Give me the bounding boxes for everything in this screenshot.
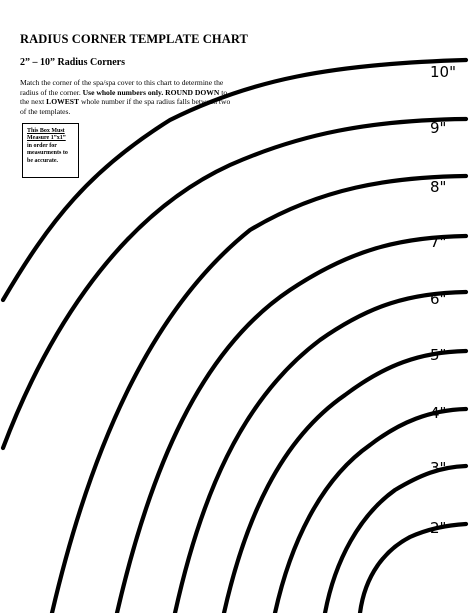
label-8: 8" <box>430 178 447 196</box>
arc-3 <box>325 466 466 613</box>
label-9: 9" <box>430 119 447 137</box>
label-5: 5" <box>430 346 447 364</box>
calibration-line2: Measure 1”x1” <box>27 135 66 142</box>
instructions-bold1: Use whole numbers only. ROUND DOWN <box>82 87 220 97</box>
label-3: 3" <box>430 459 447 477</box>
calibration-line3: in order for measurments to be accurate. <box>27 142 68 164</box>
label-4: 4" <box>430 404 447 422</box>
instructions-part2: to the next <box>20 87 228 107</box>
label-6: 6" <box>430 290 447 308</box>
calibration-line1: This Box Must <box>27 128 65 134</box>
label-7: 7" <box>430 233 447 251</box>
arc-9 <box>3 119 466 448</box>
chart-title: RADIUS CORNER TEMPLATE CHART <box>20 32 248 46</box>
instructions-bold2: LOWEST <box>46 97 80 107</box>
label-2: 2" <box>430 519 447 537</box>
arc-2 <box>360 524 466 613</box>
label-10: 10" <box>430 63 456 81</box>
instructions-part1: Match the corner of the spa/spa cover to this chart to determine the radius of the corner. <box>20 78 224 97</box>
arc-6 <box>175 292 466 613</box>
arc-5 <box>224 351 466 613</box>
instructions-part3: whole number if the spa radius falls between two of the templates. <box>20 97 231 116</box>
chart-subtitle: 2” – 10” Radius Corners <box>20 57 126 68</box>
